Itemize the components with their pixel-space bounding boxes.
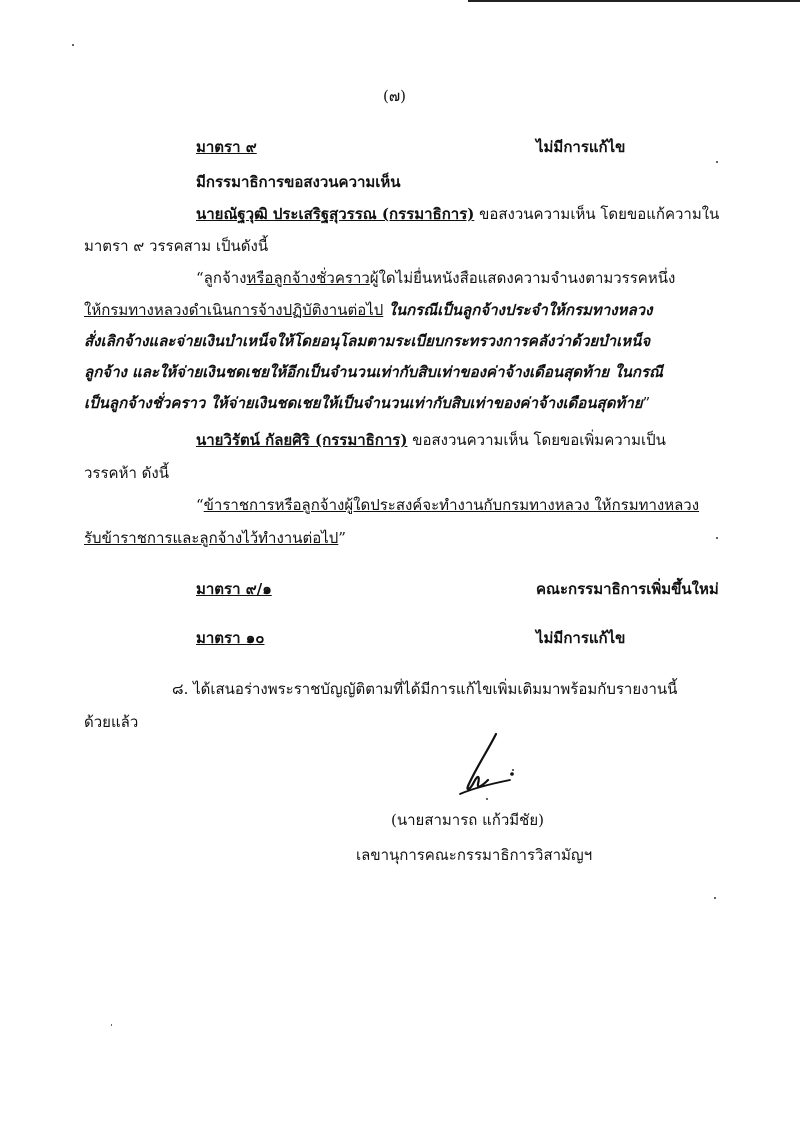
member1-intro-line2: มาตรา ๙ วรรคสาม เป็นดังนี้ [84, 237, 269, 255]
scan-speck [72, 44, 74, 46]
amendment1-l1-start: “ลูกจ้าง [196, 269, 247, 287]
member1-intro [196, 204, 719, 224]
amendment2-line2 [84, 528, 346, 548]
signatory-name: (นายสามารถ แก้วมีชัย) [391, 811, 544, 829]
page-number: (๗) [383, 87, 406, 105]
section-9-status: ไม่มีการแก้ไข [536, 138, 626, 156]
scan-speck [716, 537, 718, 539]
member1-intro-text: ขอสงวนความเห็น โดยขอแก้ความใน [474, 205, 720, 223]
scan-speck [716, 161, 718, 163]
member2-intro-text: ขอสงวนความเห็น โดยขอเพิ่มความเป็น [407, 431, 666, 449]
scan-speck [714, 897, 716, 899]
member2-intro [196, 430, 666, 450]
amendment1-l5-bold-italic: เป็นลูกจ้างชั่วคราว ให้จ่ายเงินชดเชยให้เป็นจำนวนเท่ากับสิบเท่าของค่าจ้างเดือนสุดท้าย [84, 394, 643, 412]
item8-line1: ๘. ได้เสนอร่างพระราชบัญญัติตามที่ได้มีการแก้ไขเพิ่มเติมมาพร้อมกับรายงานนี้ [172, 680, 678, 698]
member2-intro-line2: วรรคห้า ดังนี้ [84, 464, 169, 482]
reservation-heading: มีกรรมาธิการขอสงวนความเห็น [196, 173, 401, 191]
section-9-label: มาตรา ๙ [196, 138, 257, 156]
amendment1-l2-bold-italic: ในกรณีเป็นลูกจ้างประจำให้กรมทางหลวง [383, 301, 653, 319]
amendment1-l2-underlined: ให้กรมทางหลวงดำเนินการจ้างปฏิบัติงานต่อไป [84, 301, 384, 319]
signatory-title: เลขานุการคณะกรรมาธิการวิสามัญฯ [356, 846, 593, 864]
item8-line2: ด้วยแล้ว [84, 713, 139, 731]
section-9-1-label: มาตรา ๙/๑ [196, 580, 272, 598]
scan-speck [111, 1024, 112, 1026]
amendment2-line1 [196, 495, 699, 515]
amendment1-line4: ลูกจ้าง และให้จ่ายเงินชดเชยให้อีกเป็นจำนวนเท่ากับสิบเท่าของค่าจ้างเดือนสุดท้าย ในกรณี [84, 363, 663, 381]
amendment1-line2 [84, 300, 652, 320]
amendment2-l2-underlined: รับข้าราชการและลูกจ้างไว้ทำงานต่อไป [84, 529, 339, 547]
section-9-1-status: คณะกรรมาธิการเพิ่มขึ้นใหม่ [536, 580, 719, 598]
amendment1-l1-underlined: หรือลูกจ้างชั่วคราว [246, 269, 370, 287]
scan-speck [512, 769, 514, 771]
amendment1-line1 [196, 268, 675, 288]
amendment1-line3: สั่งเลิกจ้างและจ่ายเงินบำเหน็จให้โดยอนุโลมตามระเบียบกระทรวงการคลังว่าด้วยบำเหน็จ [84, 332, 651, 350]
signature-image [440, 728, 530, 808]
amendment1-line5 [84, 393, 650, 413]
amendment1-l5-end: ” [642, 394, 651, 412]
member2-name: นายวิรัตน์ กัลยศิริ (กรรมาธิการ) [196, 431, 408, 449]
scan-edge-line [468, 0, 800, 2]
section-10-label: มาตรา ๑๐ [196, 629, 265, 647]
section-10-status: ไม่มีการแก้ไข [536, 629, 626, 647]
amendment2-l1-underlined: ข้าราชการหรือลูกจ้างผู้ใดประสงค์จะทำงานกับกรมทางหลวง ให้กรมทางหลวง [203, 496, 700, 514]
amendment2-l1-start: “ [196, 496, 204, 514]
scan-speck [486, 798, 488, 800]
member1-name: นายณัฐวุฒิ ประเสริฐสุวรรณ (กรรมาธิการ) [196, 205, 475, 223]
amendment1-l1-end: ผู้ใดไม่ยื่นหนังสือแสดงความจำนงตามวรรคหนึ่ง [369, 269, 676, 287]
amendment2-l2-end: ” [338, 529, 346, 547]
